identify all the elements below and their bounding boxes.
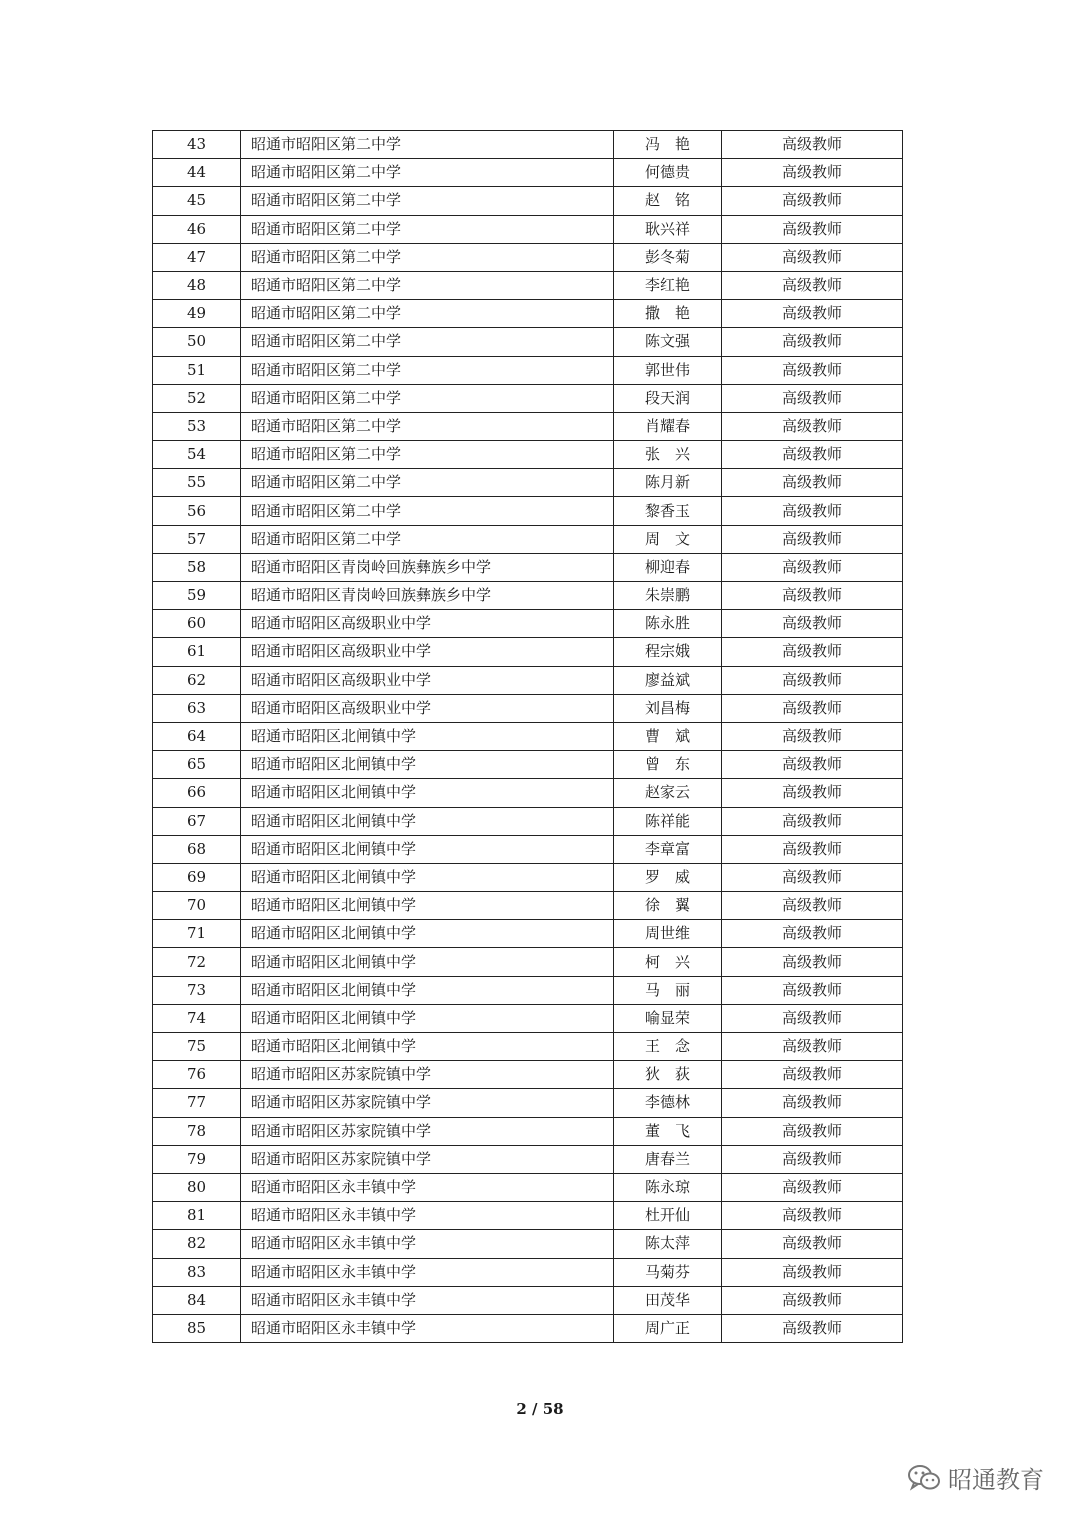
job-title-cell: 高级教师	[722, 976, 903, 1004]
teacher-name-cell: 陈祥能	[614, 807, 722, 835]
job-title-cell: 高级教师	[722, 610, 903, 638]
table-row	[153, 187, 903, 215]
row-number-cell: 73	[153, 976, 241, 1004]
school-cell: 昭通市昭阳区第二中学	[241, 441, 614, 469]
row-number-cell: 72	[153, 948, 241, 976]
table-row	[153, 610, 903, 638]
table-row	[153, 271, 903, 299]
table-row	[153, 807, 903, 835]
row-number-cell: 83	[153, 1258, 241, 1286]
table-row	[153, 863, 903, 891]
school-cell: 昭通市昭阳区第二中学	[241, 300, 614, 328]
row-number-cell: 69	[153, 863, 241, 891]
row-number-cell: 45	[153, 187, 241, 215]
table-row	[153, 1089, 903, 1117]
table-row	[153, 751, 903, 779]
school-cell: 昭通市昭阳区北闸镇中学	[241, 976, 614, 1004]
table-row	[153, 1033, 903, 1061]
school-cell: 昭通市昭阳区第二中学	[241, 497, 614, 525]
school-cell: 昭通市昭阳区高级职业中学	[241, 610, 614, 638]
table-row	[153, 243, 903, 271]
school-cell: 昭通市昭阳区永丰镇中学	[241, 1258, 614, 1286]
table-row	[153, 441, 903, 469]
school-cell: 昭通市昭阳区高级职业中学	[241, 638, 614, 666]
table-row	[153, 694, 903, 722]
watermark	[906, 1460, 1044, 1495]
table-row	[153, 948, 903, 976]
job-title-cell: 高级教师	[722, 1061, 903, 1089]
row-number-cell: 85	[153, 1314, 241, 1342]
teacher-name-cell: 马 丽	[614, 976, 722, 1004]
school-cell: 昭通市昭阳区高级职业中学	[241, 694, 614, 722]
table-row	[153, 1230, 903, 1258]
teacher-name-cell: 肖耀春	[614, 412, 722, 440]
job-title-cell: 高级教师	[722, 412, 903, 440]
job-title-cell: 高级教师	[722, 1258, 903, 1286]
teacher-name-cell: 冯 艳	[614, 131, 722, 159]
job-title-cell: 高级教师	[722, 1173, 903, 1201]
teacher-name-cell: 陈月新	[614, 469, 722, 497]
teacher-name-cell: 罗 威	[614, 863, 722, 891]
table-row	[153, 976, 903, 1004]
teacher-name-cell: 何德贵	[614, 159, 722, 187]
teacher-name-cell: 陈文强	[614, 328, 722, 356]
row-number-cell: 63	[153, 694, 241, 722]
teacher-name-cell: 徐 翼	[614, 892, 722, 920]
teacher-name-cell: 李章富	[614, 835, 722, 863]
teacher-name-cell: 程宗娥	[614, 638, 722, 666]
row-number-cell: 79	[153, 1145, 241, 1173]
row-number-cell: 51	[153, 356, 241, 384]
row-number-cell: 80	[153, 1173, 241, 1201]
job-title-cell: 高级教师	[722, 328, 903, 356]
job-title-cell: 高级教师	[722, 356, 903, 384]
table-row	[153, 469, 903, 497]
school-cell: 昭通市昭阳区永丰镇中学	[241, 1230, 614, 1258]
job-title-cell: 高级教师	[722, 1286, 903, 1314]
job-title-cell: 高级教师	[722, 271, 903, 299]
school-cell: 昭通市昭阳区北闸镇中学	[241, 1033, 614, 1061]
table-row	[153, 920, 903, 948]
school-cell: 昭通市昭阳区第二中学	[241, 328, 614, 356]
school-cell: 昭通市昭阳区北闸镇中学	[241, 779, 614, 807]
job-title-cell: 高级教师	[722, 582, 903, 610]
school-cell: 昭通市昭阳区苏家院镇中学	[241, 1145, 614, 1173]
teacher-name-cell: 王 念	[614, 1033, 722, 1061]
row-number-cell: 53	[153, 412, 241, 440]
row-number-cell: 65	[153, 751, 241, 779]
teacher-name-cell: 耿兴祥	[614, 215, 722, 243]
job-title-cell: 高级教师	[722, 187, 903, 215]
job-title-cell: 高级教师	[722, 751, 903, 779]
school-cell: 昭通市昭阳区第二中学	[241, 159, 614, 187]
table-row	[153, 582, 903, 610]
school-cell: 昭通市昭阳区苏家院镇中学	[241, 1089, 614, 1117]
school-cell: 昭通市昭阳区第二中学	[241, 187, 614, 215]
job-title-cell: 高级教师	[722, 807, 903, 835]
school-cell: 昭通市昭阳区北闸镇中学	[241, 835, 614, 863]
school-cell: 昭通市昭阳区第二中学	[241, 412, 614, 440]
job-title-cell: 高级教师	[722, 131, 903, 159]
teacher-name-cell: 周 文	[614, 525, 722, 553]
teacher-name-cell: 喻显荣	[614, 1004, 722, 1032]
job-title-cell: 高级教师	[722, 384, 903, 412]
table-row	[153, 553, 903, 581]
teacher-name-cell: 陈永胜	[614, 610, 722, 638]
school-cell: 昭通市昭阳区北闸镇中学	[241, 892, 614, 920]
teacher-name-cell: 柯 兴	[614, 948, 722, 976]
teacher-list-body	[153, 131, 903, 1343]
job-title-cell: 高级教师	[722, 469, 903, 497]
table-row	[153, 131, 903, 159]
watermark-text: 昭通教育	[948, 1466, 1044, 1494]
table-row	[153, 1061, 903, 1089]
job-title-cell: 高级教师	[722, 1230, 903, 1258]
school-cell: 昭通市昭阳区北闸镇中学	[241, 920, 614, 948]
table-row	[153, 1286, 903, 1314]
row-number-cell: 68	[153, 835, 241, 863]
job-title-cell: 高级教师	[722, 835, 903, 863]
job-title-cell: 高级教师	[722, 638, 903, 666]
school-cell: 昭通市昭阳区北闸镇中学	[241, 722, 614, 750]
job-title-cell: 高级教师	[722, 525, 903, 553]
row-number-cell: 70	[153, 892, 241, 920]
job-title-cell: 高级教师	[722, 215, 903, 243]
teacher-name-cell: 田茂华	[614, 1286, 722, 1314]
row-number-cell: 44	[153, 159, 241, 187]
row-number-cell: 82	[153, 1230, 241, 1258]
row-number-cell: 78	[153, 1117, 241, 1145]
job-title-cell: 高级教师	[722, 722, 903, 750]
teacher-name-cell: 彭冬菊	[614, 243, 722, 271]
table-row	[153, 1145, 903, 1173]
row-number-cell: 46	[153, 215, 241, 243]
table-row	[153, 356, 903, 384]
page-number: 2 / 58	[516, 1400, 564, 1418]
table-row	[153, 1202, 903, 1230]
row-number-cell: 57	[153, 525, 241, 553]
school-cell: 昭通市昭阳区第二中学	[241, 215, 614, 243]
table-row	[153, 892, 903, 920]
table-row	[153, 215, 903, 243]
teacher-name-cell: 赵 铭	[614, 187, 722, 215]
teacher-name-cell: 唐春兰	[614, 1145, 722, 1173]
teacher-name-cell: 陈永琼	[614, 1173, 722, 1201]
table-row	[153, 412, 903, 440]
teacher-name-cell: 陈太萍	[614, 1230, 722, 1258]
job-title-cell: 高级教师	[722, 920, 903, 948]
table-row	[153, 328, 903, 356]
school-cell: 昭通市昭阳区第二中学	[241, 243, 614, 271]
school-cell: 昭通市昭阳区永丰镇中学	[241, 1286, 614, 1314]
row-number-cell: 84	[153, 1286, 241, 1314]
school-cell: 昭通市昭阳区永丰镇中学	[241, 1314, 614, 1342]
school-cell: 昭通市昭阳区永丰镇中学	[241, 1173, 614, 1201]
job-title-cell: 高级教师	[722, 300, 903, 328]
teacher-name-cell: 朱崇鹏	[614, 582, 722, 610]
row-number-cell: 60	[153, 610, 241, 638]
job-title-cell: 高级教师	[722, 497, 903, 525]
row-number-cell: 64	[153, 722, 241, 750]
row-number-cell: 54	[153, 441, 241, 469]
school-cell: 昭通市昭阳区北闸镇中学	[241, 863, 614, 891]
job-title-cell: 高级教师	[722, 1089, 903, 1117]
teacher-name-cell: 狄 荻	[614, 1061, 722, 1089]
row-number-cell: 58	[153, 553, 241, 581]
job-title-cell: 高级教师	[722, 1314, 903, 1342]
job-title-cell: 高级教师	[722, 1004, 903, 1032]
job-title-cell: 高级教师	[722, 553, 903, 581]
teacher-name-cell: 曹 斌	[614, 722, 722, 750]
school-cell: 昭通市昭阳区第二中学	[241, 384, 614, 412]
teacher-name-cell: 张 兴	[614, 441, 722, 469]
school-cell: 昭通市昭阳区北闸镇中学	[241, 948, 614, 976]
teacher-name-cell: 刘昌梅	[614, 694, 722, 722]
school-cell: 昭通市昭阳区第二中学	[241, 356, 614, 384]
teacher-name-cell: 马菊芬	[614, 1258, 722, 1286]
row-number-cell: 74	[153, 1004, 241, 1032]
table-row	[153, 1117, 903, 1145]
job-title-cell: 高级教师	[722, 779, 903, 807]
row-number-cell: 50	[153, 328, 241, 356]
school-cell: 昭通市昭阳区永丰镇中学	[241, 1202, 614, 1230]
teacher-name-cell: 杜开仙	[614, 1202, 722, 1230]
row-number-cell: 43	[153, 131, 241, 159]
table-row	[153, 384, 903, 412]
teacher-name-cell: 周广正	[614, 1314, 722, 1342]
job-title-cell: 高级教师	[722, 863, 903, 891]
job-title-cell: 高级教师	[722, 1117, 903, 1145]
table-row	[153, 159, 903, 187]
row-number-cell: 67	[153, 807, 241, 835]
teacher-name-cell: 周世维	[614, 920, 722, 948]
row-number-cell: 56	[153, 497, 241, 525]
school-cell: 昭通市昭阳区第二中学	[241, 469, 614, 497]
school-cell: 昭通市昭阳区苏家院镇中学	[241, 1061, 614, 1089]
table-row	[153, 1258, 903, 1286]
row-number-cell: 62	[153, 666, 241, 694]
row-number-cell: 48	[153, 271, 241, 299]
row-number-cell: 49	[153, 300, 241, 328]
teacher-name-cell: 李红艳	[614, 271, 722, 299]
table-row	[153, 835, 903, 863]
teacher-name-cell: 郭世伟	[614, 356, 722, 384]
teacher-name-cell: 曾 东	[614, 751, 722, 779]
row-number-cell: 75	[153, 1033, 241, 1061]
school-cell: 昭通市昭阳区青岗岭回族彝族乡中学	[241, 553, 614, 581]
row-number-cell: 66	[153, 779, 241, 807]
row-number-cell: 61	[153, 638, 241, 666]
school-cell: 昭通市昭阳区北闸镇中学	[241, 807, 614, 835]
teacher-name-cell: 廖益斌	[614, 666, 722, 694]
teacher-list-table	[152, 130, 903, 1343]
row-number-cell: 55	[153, 469, 241, 497]
job-title-cell: 高级教师	[722, 159, 903, 187]
table-row	[153, 497, 903, 525]
table-row	[153, 525, 903, 553]
school-cell: 昭通市昭阳区第二中学	[241, 525, 614, 553]
teacher-name-cell: 段天润	[614, 384, 722, 412]
table-row	[153, 1173, 903, 1201]
school-cell: 昭通市昭阳区北闸镇中学	[241, 1004, 614, 1032]
teacher-name-cell: 撒 艳	[614, 300, 722, 328]
row-number-cell: 81	[153, 1202, 241, 1230]
table-row	[153, 300, 903, 328]
school-cell: 昭通市昭阳区苏家院镇中学	[241, 1117, 614, 1145]
table-row	[153, 1004, 903, 1032]
row-number-cell: 77	[153, 1089, 241, 1117]
job-title-cell: 高级教师	[722, 243, 903, 271]
job-title-cell: 高级教师	[722, 666, 903, 694]
wechat-icon	[906, 1463, 942, 1493]
teacher-name-cell: 董 飞	[614, 1117, 722, 1145]
table-row	[153, 1314, 903, 1342]
school-cell: 昭通市昭阳区第二中学	[241, 271, 614, 299]
job-title-cell: 高级教师	[722, 441, 903, 469]
job-title-cell: 高级教师	[722, 948, 903, 976]
job-title-cell: 高级教师	[722, 1145, 903, 1173]
teacher-name-cell: 柳迎春	[614, 553, 722, 581]
row-number-cell: 47	[153, 243, 241, 271]
row-number-cell: 52	[153, 384, 241, 412]
job-title-cell: 高级教师	[722, 892, 903, 920]
job-title-cell: 高级教师	[722, 1202, 903, 1230]
row-number-cell: 71	[153, 920, 241, 948]
table-row	[153, 638, 903, 666]
job-title-cell: 高级教师	[722, 1033, 903, 1061]
school-cell: 昭通市昭阳区第二中学	[241, 131, 614, 159]
table-row	[153, 722, 903, 750]
table-row	[153, 666, 903, 694]
school-cell: 昭通市昭阳区高级职业中学	[241, 666, 614, 694]
school-cell: 昭通市昭阳区青岗岭回族彝族乡中学	[241, 582, 614, 610]
teacher-name-cell: 黎香玉	[614, 497, 722, 525]
job-title-cell: 高级教师	[722, 694, 903, 722]
row-number-cell: 76	[153, 1061, 241, 1089]
table-row	[153, 779, 903, 807]
teacher-name-cell: 赵家云	[614, 779, 722, 807]
row-number-cell: 59	[153, 582, 241, 610]
teacher-name-cell: 李德林	[614, 1089, 722, 1117]
school-cell: 昭通市昭阳区北闸镇中学	[241, 751, 614, 779]
